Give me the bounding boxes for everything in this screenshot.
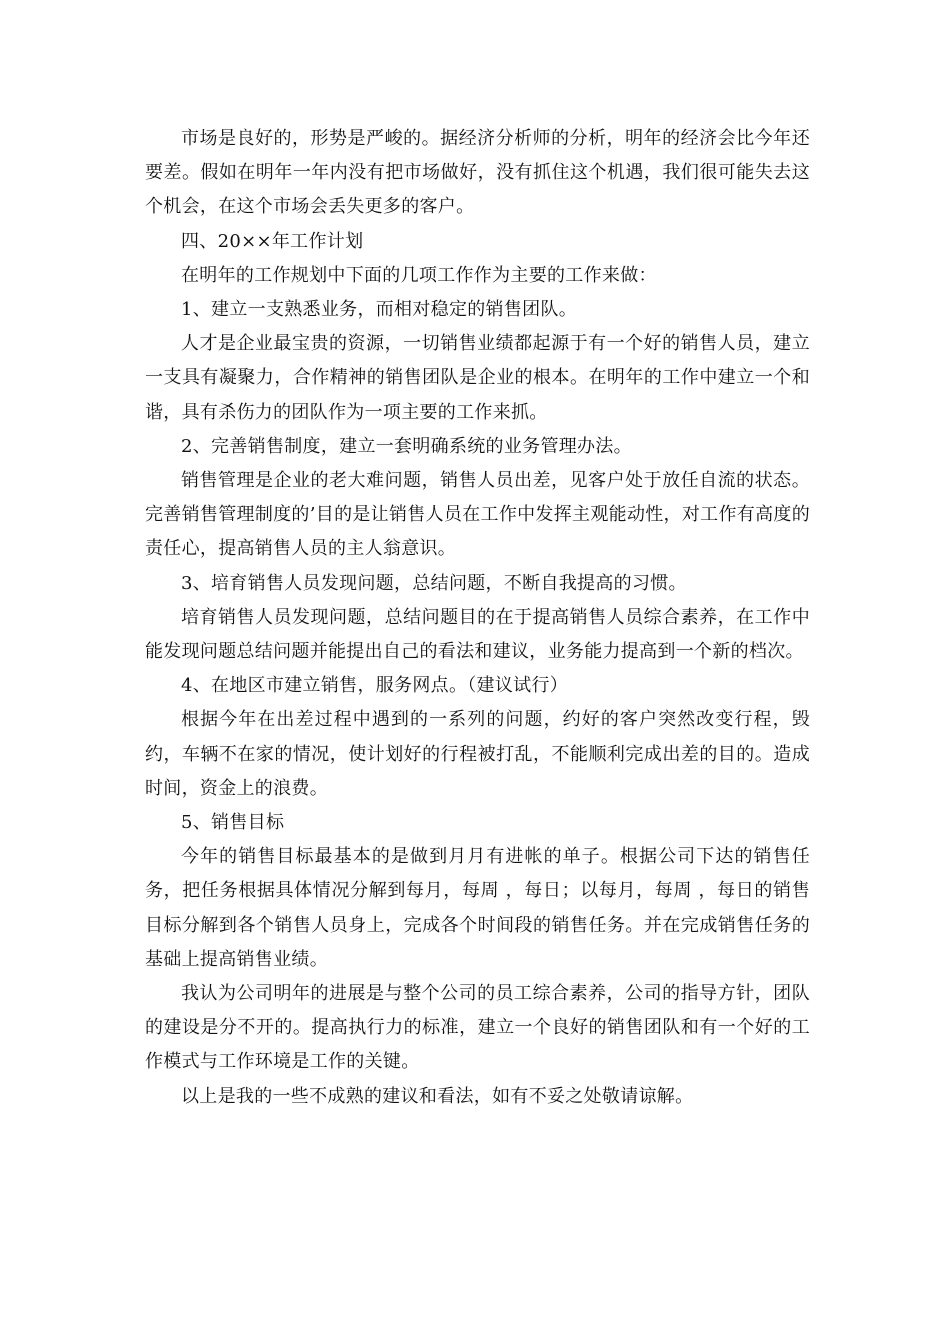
paragraph-item-4: 根据今年在出差过程中遇到的一系列的问题，约好的客户突然改变行程，毁约，车辆不在家的情况，使计划好的行程被打乱，不能顺利完成出差的目的。造成时间，资金上的浪费。 <box>145 709 810 799</box>
paragraph-item-3: 培育销售人员发现问题，总结问题目的在于提高销售人员综合素养，在工作中能发现问题总结问题并能提出自己的看法和建议，业务能力提高到一个新的档次。 <box>145 606 810 663</box>
paragraph-closing: 以上是我的一些不成熟的建议和看法，如有不妥之处敬请谅解。 <box>181 1085 694 1107</box>
item-heading-5: 5、销售目标 <box>181 812 285 834</box>
item-heading-4: 4、在地区市建立销售，服务网点。（建议试行） <box>181 675 569 697</box>
paragraph-plan-intro: 在明年的工作规划中下面的几项工作作为主要的工作来做： <box>181 264 657 286</box>
paragraph-item-2: 销售管理是企业的老大难问题，销售人员出差，见客户处于放任自流的状态。完善销售管理制度的’目的是让销售人员在工作中发挥主观能动性，对工作有高度的责任心，提高销售人员的主人翁意识。 <box>145 470 810 560</box>
paragraph-item-5: 今年的销售目标最基本的是做到月月有进帐的单子。根据公司下达的销售任务，把任务根据具体情况分解到每月，每周 ，每日；以每月，每周 ，每日的销售目标分解到各个销售人员身上，完成各个时间段的销售任务。并在完成销售任务的基础上提高销售业绩。 <box>145 846 810 970</box>
paragraph-item-1: 人才是企业最宝贵的资源，一切销售业绩都起源于有一个好的销售人员，建立一支具有凝聚力，合作精神的销售团队是企业的根本。在明年的工作中建立一个和谐，具有杀伤力的团队作为一项主要的工作来抓。 <box>145 333 810 423</box>
paragraph-company-development: 我认为公司明年的进展是与整个公司的员工综合素养，公司的指导方针，团队的建设是分不开的。提高执行力的标准，建立一个良好的销售团队和有一个好的工作模式与工作环境是工作的关键。 <box>145 983 810 1073</box>
section-heading-work-plan: 四、20××年工作计划 <box>181 230 364 252</box>
item-heading-2: 2、完善销售制度，建立一套明确系统的业务管理办法。 <box>181 435 632 457</box>
item-heading-3: 3、培育销售人员发现问题，总结问题，不断自我提高的习惯。 <box>181 572 687 594</box>
paragraph-market-situation: 市场是良好的，形势是严峻的。据经济分析师的分析，明年的经济会比今年还要差。假如在明年一年内没有把市场做好，没有抓住这个机遇，我们很可能失去这个机会，在这个市场会丢失更多的客户。 <box>145 128 810 218</box>
item-heading-1: 1、建立一支熟悉业务，而相对稳定的销售团队。 <box>181 299 578 321</box>
document-body <box>145 122 810 1114</box>
